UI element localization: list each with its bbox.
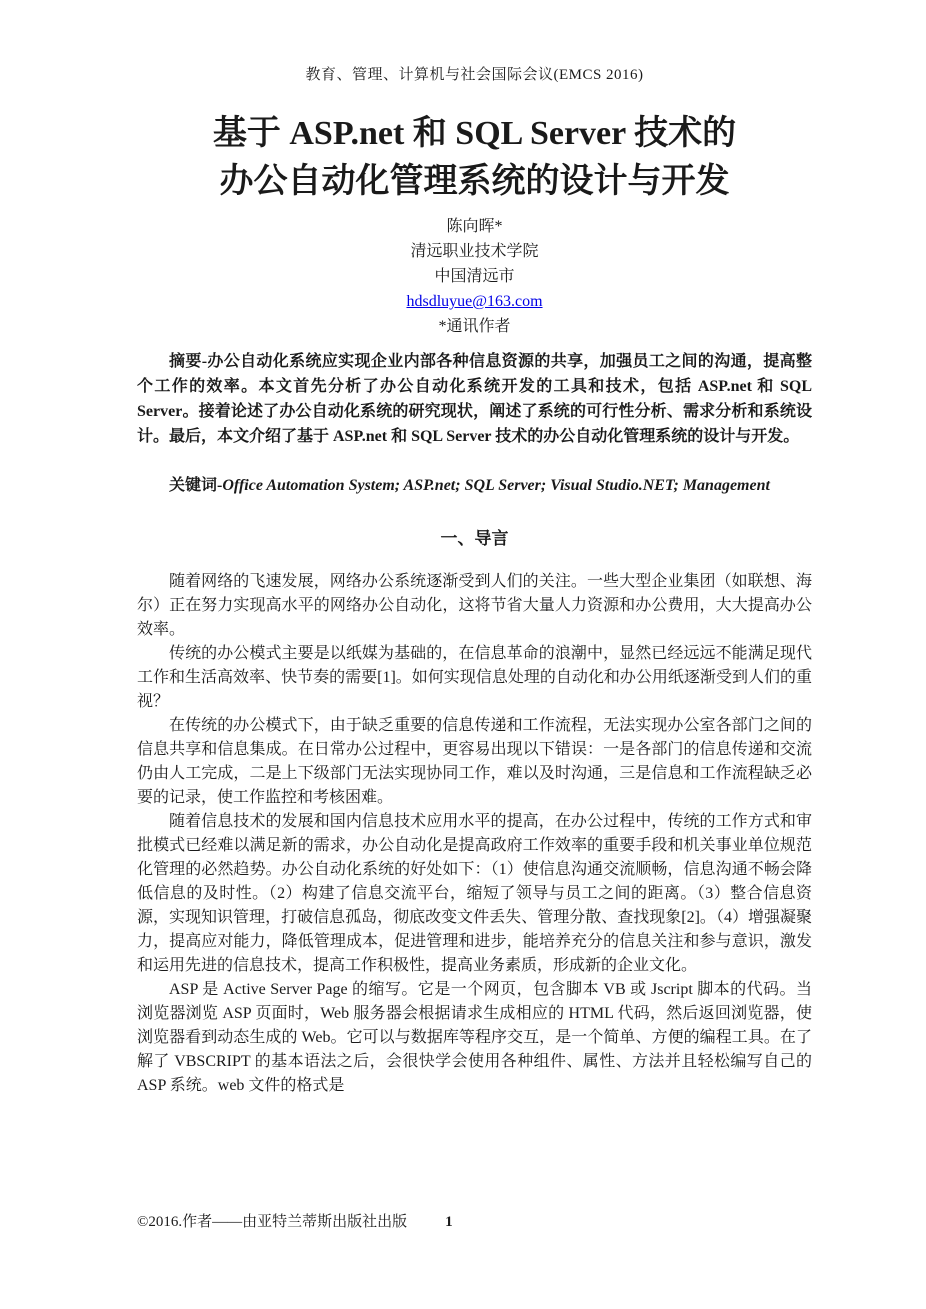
keywords-paragraph: [137, 473, 812, 498]
paper-title-line1: 基于 ASP.net 和 SQL Server 技术的: [212, 115, 737, 152]
intro-paragraph-4: 随着信息技术的发展和国内信息技术应用水平的提高，在办公过程中，传统的工作方式和审批模式已经难以满足新的需求，办公自动化是提高政府工作效率的重要手段和机关事业单位规范化管理的必然趋势。办公自动化系统的好处如下：（1）使信息沟通交流顺畅，信息沟通不畅会降低信息的及时性。（2）构建了信息交流平台，缩短了领导与员工之间的距离。（3）整合信息资源，实现知识管理，打破信息孤岛，彻底改变文件丢失、管理分散、查找现象[2]。（4）增强凝聚力，提高应对能力，降低管理成本，促进管理和进步，能培养充分的信息关注和参与意识，激发和运用先进的信息技术，提高工作积极性，提高业务素质，形成新的企业文化。: [137, 813, 812, 974]
keywords-label: 关键词-: [169, 477, 223, 494]
copyright-text: ©2016.作者——由亚特兰蒂斯出版社出版: [137, 1214, 408, 1230]
conference-header: 教育、管理、计算机与社会国际会议(EMCS 2016): [305, 67, 644, 83]
section-heading-introduction: 一、导言: [440, 529, 509, 548]
introduction-body: [137, 570, 812, 1098]
author-block: [137, 214, 812, 339]
intro-paragraph-3: 在传统的办公模式下，由于缺乏重要的信息传递和工作流程，无法实现办公室各部门之间的信息共享和信息集成。在日常办公过程中，更容易出现以下错误：一是各部门的信息传递和交流仍由人工完成，二是上下级部门无法实现协同工作，难以及时沟通，三是信息和工作流程缺乏必要的记录，使工作监控和考核困难。: [137, 717, 812, 806]
intro-paragraph-5: ASP 是 Active Server Page 的缩写。它是一个网页，包含脚本 VB 或 Jscript 脚本的代码。当浏览器浏览 ASP 页面时，Web 服务器会根据请求生成相应的 HTML 代码，然后返回浏览器，使浏览器看到动态生成的 Web。它可以与数据库等程序交互，是一个简单、方便的编程工具。在了解了 VBSCRIPT 的基本语法之后，会很快学会使用各种组件、属性、方法并且轻松编写自己的 ASP 系统。web 文件的格式是: [137, 981, 812, 1094]
keywords-text: Office Automation System; ASP.net; SQL Server; Visual Studio.NET; Management: [222, 477, 770, 494]
page-number: 1: [445, 1214, 453, 1230]
author-name: 陈向晖*: [446, 218, 503, 235]
author-city: 中国清远市: [434, 268, 515, 285]
intro-paragraph-1: 随着网络的飞速发展，网络办公系统逐渐受到人们的关注。一些大型企业集团（如联想、海尔）正在努力实现高水平的网络办公自动化，这将节省大量人力资源和办公费用，大大提高办公效率。: [137, 573, 812, 638]
author-affiliation: 清远职业技术学院: [410, 243, 539, 260]
page-footer: [137, 1212, 453, 1232]
abstract-paragraph: [137, 349, 812, 449]
author-email-link[interactable]: hdsdluyue@163.com: [406, 293, 543, 310]
abstract-text: 办公自动化系统应实现企业内部各种信息资源的共享，加强员工之间的沟通，提高整个工作的效率。本文首先分析了办公自动化系统开发的工具和技术，包括 ASP.net 和 SQL Server。接着论述了办公自动化系统的研究现状，阐述了系统的可行性分析、需求分析和系统设计。最后，本文介绍了基于 ASP.net 和 SQL Server 技术的办公自动化管理系统的设计与开发。: [137, 353, 812, 445]
corresponding-author-note: *通讯作者: [438, 318, 511, 335]
intro-paragraph-2: 传统的办公模式主要是以纸媒为基础的，在信息革命的浪潮中，显然已经远远不能满足现代工作和生活高效率、快节奏的需要[1]。如何实现信息处理的自动化和办公用纸逐渐受到人们的重视？: [137, 645, 812, 710]
paper-title: [137, 110, 812, 206]
paper-title-line2: 办公自动化管理系统的设计与开发: [219, 163, 730, 200]
author-email-row: [137, 289, 812, 314]
abstract-label: 摘要-: [169, 353, 208, 370]
